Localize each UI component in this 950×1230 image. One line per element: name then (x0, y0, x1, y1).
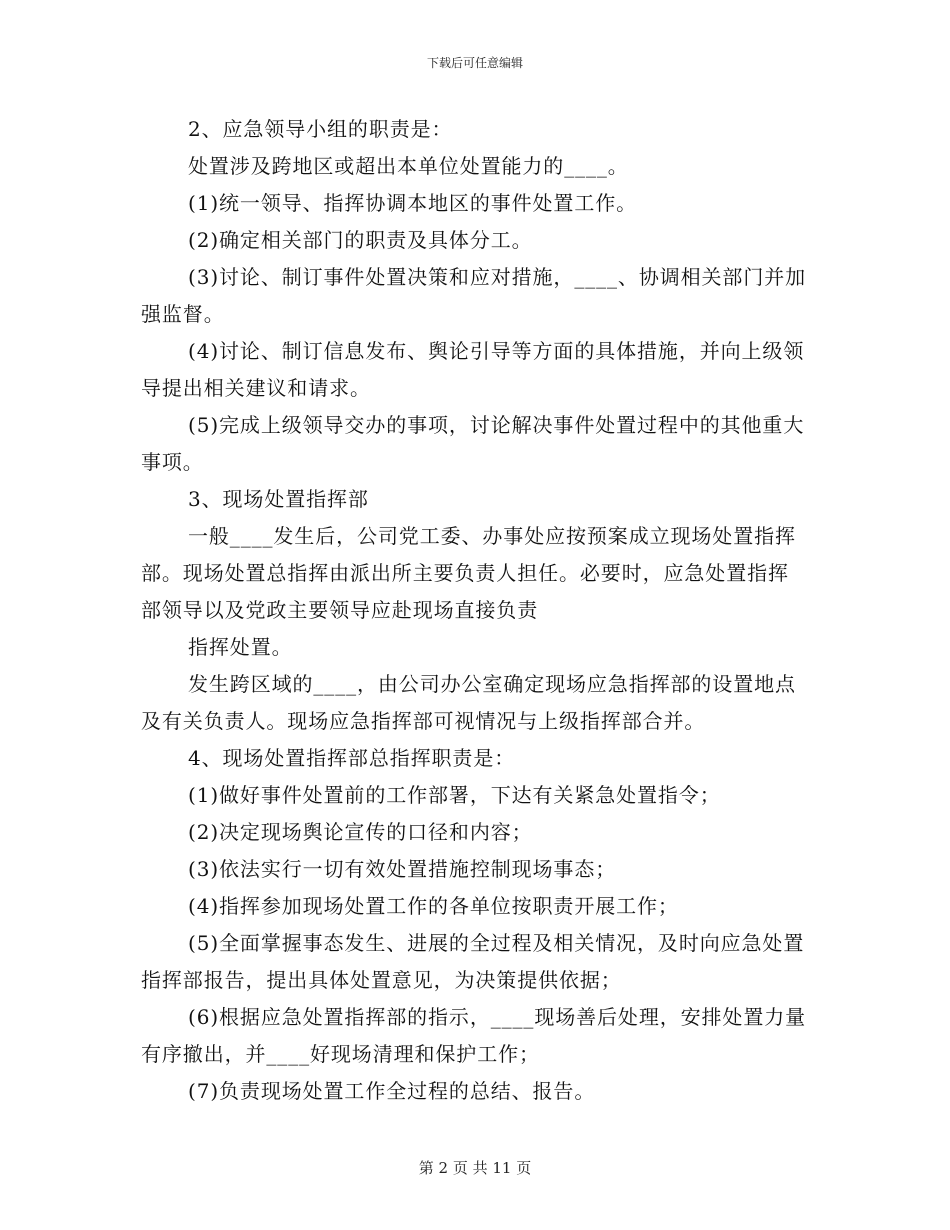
list-item: (3)讨论、制订事件处置决策和应对措施，____、协调相关部门并加强监督。 (141, 265, 807, 326)
paragraph: 处置涉及跨地区或超出本单位处置能力的____。 (188, 154, 629, 178)
list-item: (2)决定现场舆论宣传的口径和内容； (188, 820, 533, 844)
page-number: 第 2 页 共 11 页 (418, 1159, 532, 1177)
list-item: (5)全面掌握事态发生、进展的全过程及相关情况，及时向应急处置指挥部报告，提出具体处置意见，为决策提供依据； (141, 931, 805, 992)
document-body (141, 111, 809, 1110)
list-item: (3)依法实行一切有效处置措施控制现场事态； (188, 857, 617, 881)
list-item: (4)指挥参加现场处置工作的各单位按职责开展工作； (188, 894, 679, 918)
list-item: (5)完成上级领导交办的事项，讨论解决事件处置过程中的其他重大事项。 (141, 413, 805, 474)
paragraph: 一般____发生后，公司党工委、办事处应按预案成立现场处置指挥部。现场处置总指挥由派出所主要负责人担任。必要时，应急处置指挥部领导以及党政主要领导应赴现场直接负责 (141, 524, 796, 622)
list-item: (1)做好事件处置前的工作部署，下达有关紧急处置指令； (188, 783, 721, 807)
list-item: (4)讨论、制订信息发布、舆论引导等方面的具体措施，并向上级领导提出相关建议和请求。 (141, 339, 805, 400)
list-item: (2)确定相关部门的职责及具体分工。 (188, 228, 533, 252)
section-3-heading: 3、现场处置指挥部 (188, 487, 369, 511)
list-item: (1)统一领导、指挥协调本地区的事件处置工作。 (188, 191, 638, 215)
list-item: (7)负责现场处置工作全过程的总结、报告。 (188, 1079, 596, 1103)
section-4-heading: 4、现场处置指挥部总指挥职责是： (188, 746, 516, 770)
section-2-heading: 2、应急领导小组的职责是： (188, 117, 453, 141)
list-item: (6)根据应急处置指挥部的指示，____现场善后处理，安排处置力量有序撤出，并____好现场清理和保护工作； (141, 1005, 807, 1066)
paragraph: 指挥处置。 (188, 635, 293, 659)
header-note: 下载后可任意编辑 (426, 56, 523, 70)
paragraph: 发生跨区域的____，由公司办公室确定现场应急指挥部的设置地点及有关负责人。现场应急指挥部可视情况与上级指挥部合并。 (141, 672, 796, 733)
